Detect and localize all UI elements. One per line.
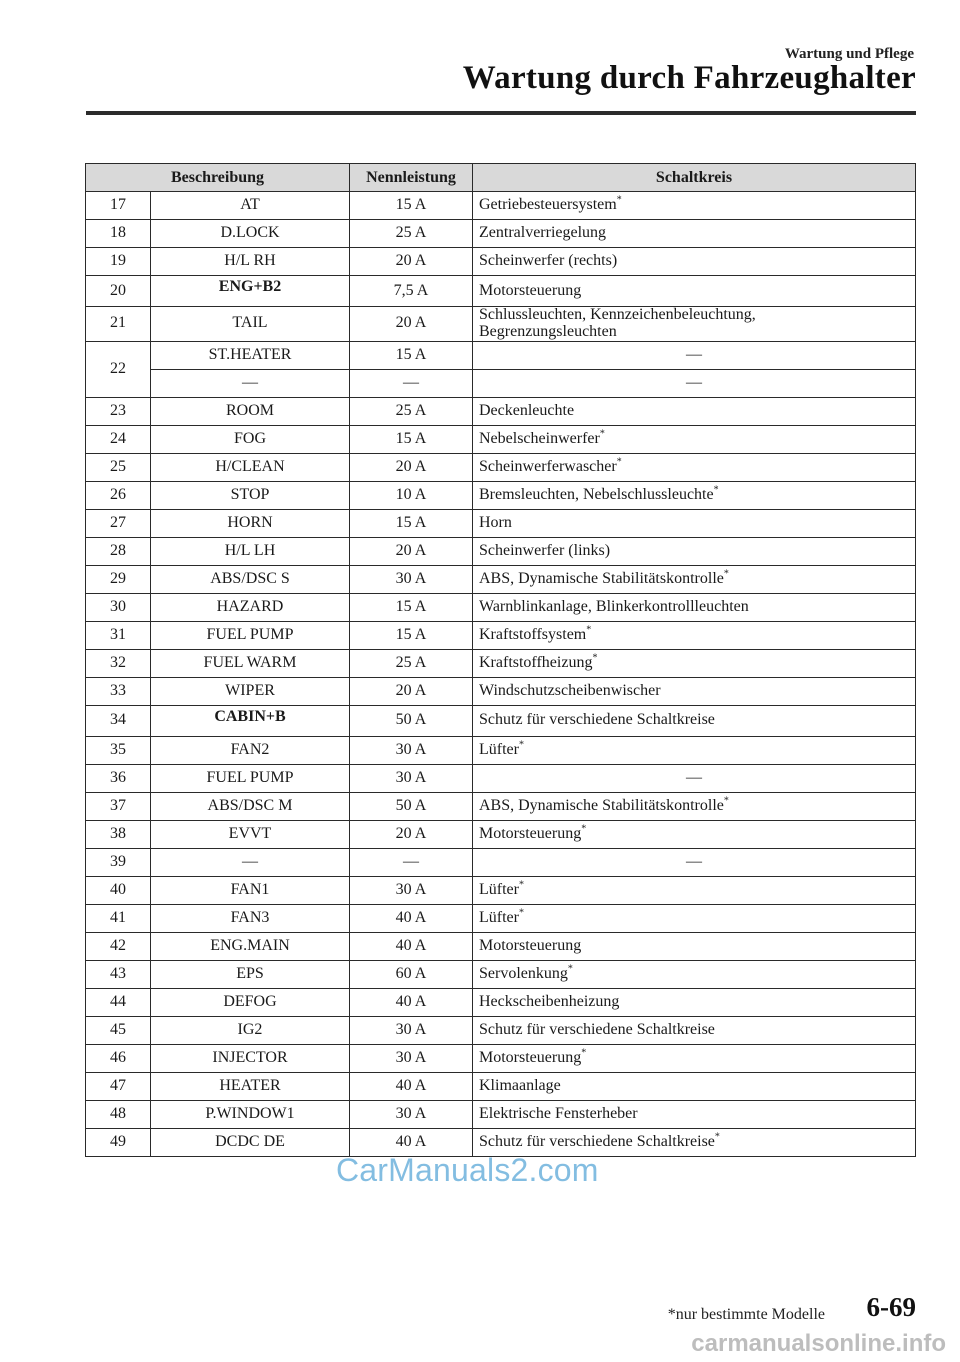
fuse-number: 43 (86, 960, 151, 988)
fuse-number: 42 (86, 932, 151, 960)
fuse-name: ENG+B2 (151, 276, 350, 307)
footnote-mark: * (592, 652, 598, 664)
table-row (86, 649, 916, 677)
fuse-rating: 60 A (350, 960, 473, 988)
circuit-text: Scheinwerfer (links) (479, 541, 611, 559)
fuse-rating: 20 A (350, 677, 473, 705)
fuse-name: ABS/DSC M (151, 792, 350, 820)
circuit-text: ABS, Dynamische Stabilitätskontrolle (479, 569, 724, 587)
fuse-number: 36 (86, 764, 151, 792)
fuse-circuit (473, 876, 916, 904)
fuse-name: — (151, 848, 350, 876)
table-row (86, 848, 916, 876)
circuit-text: Lüfter (479, 740, 519, 758)
fuse-circuit (473, 820, 916, 848)
fuse-circuit (473, 932, 916, 960)
table-row (86, 988, 916, 1016)
fuse-circuit (473, 621, 916, 649)
fuse-circuit (473, 593, 916, 621)
circuit-text: Schutz für verschiedene Schaltkreise (479, 1132, 715, 1150)
fuse-number: 49 (86, 1128, 151, 1156)
table-row (86, 820, 916, 848)
fuse-circuit (473, 960, 916, 988)
footnote-mark: * (518, 879, 524, 891)
footnote-mark: * (567, 963, 573, 975)
circuit-text: Zentralverriegelung (479, 224, 607, 242)
fuse-circuit (473, 705, 916, 736)
table-row (86, 876, 916, 904)
fuse-name: FUEL PUMP (151, 764, 350, 792)
table-row (86, 593, 916, 621)
circuit-text: Deckenleuchte (479, 401, 575, 419)
fuse-rating: 40 A (350, 1128, 473, 1156)
table-row (86, 307, 916, 342)
page-number: 6-69 (866, 1292, 916, 1322)
fuse-rating: 50 A (350, 705, 473, 736)
fuse-number: 35 (86, 736, 151, 764)
fuse-number: 46 (86, 1044, 151, 1072)
fuse-rating: 25 A (350, 397, 473, 425)
fuse-number: 31 (86, 621, 151, 649)
table-row (86, 1044, 916, 1072)
fuse-circuit (473, 792, 916, 820)
circuit-text: Motorsteuerung (479, 824, 582, 842)
circuit-text: Scheinwerfer (rechts) (479, 252, 618, 270)
footnote-mark: * (586, 624, 592, 636)
circuit-text-line2: Begrenzungsleuchten (479, 322, 617, 340)
header-divider (86, 111, 916, 115)
fuse-name: INJECTOR (151, 1044, 350, 1072)
fuse-name: STOP (151, 481, 350, 509)
fuse-name: DCDC DE (151, 1128, 350, 1156)
table-row (86, 192, 916, 220)
fuse-circuit (473, 481, 916, 509)
fuse-rating: 40 A (350, 932, 473, 960)
fuse-rating: 30 A (350, 565, 473, 593)
fuse-rating: 20 A (350, 248, 473, 276)
fuse-circuit (473, 397, 916, 425)
table-row (86, 1100, 916, 1128)
fuse-circuit (473, 565, 916, 593)
fuse-number: 34 (86, 705, 151, 736)
fuse-name: EVVT (151, 820, 350, 848)
footnote-mark: * (723, 568, 729, 580)
fuse-circuit (473, 192, 916, 220)
fuse-number: 38 (86, 820, 151, 848)
fuse-circuit (473, 220, 916, 248)
fuse-name: CABIN+B (151, 705, 350, 736)
circuit-text: Lüfter (479, 880, 519, 898)
table-row (86, 1072, 916, 1100)
table-row (86, 481, 916, 509)
fuse-number: 28 (86, 537, 151, 565)
fuse-number: 45 (86, 1016, 151, 1044)
fuse-circuit (473, 1072, 916, 1100)
table-row (86, 764, 916, 792)
fuse-circuit (473, 736, 916, 764)
fuse-rating: 50 A (350, 792, 473, 820)
fuse-circuit (473, 248, 916, 276)
fuse-name: IG2 (151, 1016, 350, 1044)
circuit-text: Bremsleuchten, Nebelschlussleuchte (479, 485, 714, 503)
fuse-name: H/L LH (151, 537, 350, 565)
circuit-text: ABS, Dynamische Stabilitätskontrolle (479, 796, 724, 814)
table-row (86, 621, 916, 649)
fuse-name: H/CLEAN (151, 453, 350, 481)
fuse-number: 37 (86, 792, 151, 820)
fuse-rating: 20 A (350, 307, 473, 342)
fuse-rating: 30 A (350, 1016, 473, 1044)
circuit-text: — (686, 768, 702, 786)
fuse-rating: 30 A (350, 736, 473, 764)
circuit-text: Horn (479, 513, 512, 531)
fuse-circuit (473, 1100, 916, 1128)
circuit-text: Warnblinkanlage, Blinkerkontrollleuchten (479, 597, 749, 615)
circuit-text: Motorsteuerung (479, 936, 582, 954)
table-row (86, 960, 916, 988)
table-row (86, 705, 916, 736)
circuit-text: Lüfter (479, 908, 519, 926)
fuse-rating: 15 A (350, 192, 473, 220)
section-label: Wartung und Pflege (784, 46, 914, 62)
circuit-text: Kraftstoffheizung (479, 653, 593, 671)
fuse-number: 20 (86, 276, 151, 307)
footnote-mark: * (713, 484, 719, 496)
fuse-name: HAZARD (151, 593, 350, 621)
fuse-rating: 10 A (350, 481, 473, 509)
circuit-text: Scheinwerferwascher (479, 457, 617, 475)
fuse-number: 26 (86, 481, 151, 509)
table-row (86, 537, 916, 565)
fuse-number: 47 (86, 1072, 151, 1100)
fuse-number: 23 (86, 397, 151, 425)
table-row (86, 425, 916, 453)
fuse-name: ST.HEATER (151, 341, 350, 369)
fuse-circuit (473, 1016, 916, 1044)
fuse-rating: 20 A (350, 820, 473, 848)
fuse-circuit (473, 369, 916, 397)
col-header-circuit: Schaltkreis (473, 164, 916, 192)
fuse-name: — (151, 369, 350, 397)
fuse-rating: 40 A (350, 904, 473, 932)
table-header-row (86, 164, 916, 192)
fuse-circuit (473, 904, 916, 932)
circuit-text: Klimaanlage (479, 1076, 561, 1094)
fuse-rating: 30 A (350, 1100, 473, 1128)
col-header-rating: Nennleistung (350, 164, 473, 192)
fuse-name: FUEL WARM (151, 649, 350, 677)
fuse-name: DEFOG (151, 988, 350, 1016)
circuit-text: Motorsteuerung (479, 1048, 582, 1066)
fuse-circuit (473, 988, 916, 1016)
circuit-text: Servolenkung (479, 964, 568, 982)
table-row (86, 453, 916, 481)
footer-watermark: carmanualsonline.info (691, 1330, 946, 1357)
fuse-rating: 40 A (350, 988, 473, 1016)
circuit-text: Schutz für verschiedene Schaltkreise (479, 1020, 715, 1038)
circuit-text: Schutz für verschiedene Schaltkreise (479, 711, 715, 729)
fuse-circuit (473, 1044, 916, 1072)
table-row (86, 932, 916, 960)
footnote-mark: * (581, 1047, 587, 1059)
fuse-number: 17 (86, 192, 151, 220)
table-row (86, 1016, 916, 1044)
circuit-text: Nebelscheinwerfer (479, 429, 600, 447)
fuse-number: 48 (86, 1100, 151, 1128)
fuse-name: AT (151, 192, 350, 220)
fuse-name: TAIL (151, 307, 350, 342)
fuse-circuit (473, 453, 916, 481)
fuse-rating: 7,5 A (350, 276, 473, 307)
circuit-text: Elektrische Fensterheber (479, 1104, 638, 1122)
circuit-text: Getriebesteuersystem (479, 196, 617, 214)
circuit-text: Kraftstoffsystem (479, 625, 587, 643)
fuse-number: 44 (86, 988, 151, 1016)
fuse-name: FUEL PUMP (151, 621, 350, 649)
circuit-text: Windschutzscheibenwischer (479, 681, 661, 699)
fuse-circuit (473, 764, 916, 792)
fuse-rating: 15 A (350, 509, 473, 537)
fuse-number: 33 (86, 677, 151, 705)
fuse-number: 40 (86, 876, 151, 904)
table-row (86, 397, 916, 425)
fuse-rating: 30 A (350, 1044, 473, 1072)
fuse-number: 22 (86, 341, 151, 397)
circuit-text: — (686, 373, 702, 391)
fuse-number: 18 (86, 220, 151, 248)
fuse-number: 24 (86, 425, 151, 453)
fuse-rating: 25 A (350, 649, 473, 677)
fuse-number: 21 (86, 307, 151, 342)
footnote-mark: * (616, 456, 622, 468)
fuse-name: FOG (151, 425, 350, 453)
table-row (86, 904, 916, 932)
footnote-mark: * (714, 1131, 720, 1143)
fuse-number: 39 (86, 848, 151, 876)
circuit-text: Heckscheibenheizung (479, 992, 620, 1010)
fuse-circuit (473, 537, 916, 565)
table-row (86, 220, 916, 248)
fuse-rating: 20 A (350, 537, 473, 565)
fuse-name: ENG.MAIN (151, 932, 350, 960)
fuse-circuit (473, 425, 916, 453)
fuse-name: P.WINDOW1 (151, 1100, 350, 1128)
fuse-number: 32 (86, 649, 151, 677)
table-row (86, 248, 916, 276)
fuse-rating: 15 A (350, 593, 473, 621)
fuse-name: H/L RH (151, 248, 350, 276)
fuse-rating: 40 A (350, 1072, 473, 1100)
fuse-circuit (473, 848, 916, 876)
circuit-text: Schlussleuchten, Kennzeichenbeleuchtung, (479, 306, 756, 323)
fuse-name: WIPER (151, 677, 350, 705)
fuse-rating: 30 A (350, 764, 473, 792)
footnote-mark: * (723, 795, 729, 807)
fuse-number: 25 (86, 453, 151, 481)
fuse-circuit (473, 341, 916, 369)
fuse-name: ABS/DSC S (151, 565, 350, 593)
footnote-mark: * (518, 907, 524, 919)
footnote-mark: * (599, 428, 605, 440)
page-title: Wartung durch Fahrzeughalter (462, 60, 916, 96)
table-row (86, 369, 916, 397)
fuse-rating: 15 A (350, 341, 473, 369)
fuse-rating: — (350, 369, 473, 397)
fuse-circuit (473, 677, 916, 705)
watermark-logo: CarManuals2.com (336, 1152, 599, 1188)
fuse-name: D.LOCK (151, 220, 350, 248)
table-row (86, 677, 916, 705)
fuse-rating: 15 A (350, 425, 473, 453)
fuse-circuit (473, 276, 916, 307)
fuse-rating: — (350, 848, 473, 876)
fuse-table (85, 163, 916, 1157)
fuse-name: ROOM (151, 397, 350, 425)
table-row (86, 341, 916, 369)
fuse-name: FAN2 (151, 736, 350, 764)
circuit-text: Motorsteuerung (479, 281, 582, 299)
fuse-circuit (473, 649, 916, 677)
fuse-rating: 25 A (350, 220, 473, 248)
table-row (86, 792, 916, 820)
fuse-number: 41 (86, 904, 151, 932)
col-header-description: Beschreibung (86, 164, 350, 192)
table-row (86, 736, 916, 764)
footnote-mark: * (581, 823, 587, 835)
table-row (86, 509, 916, 537)
footnote-text: *nur bestimmte Modelle (667, 1306, 825, 1323)
fuse-rating: 20 A (350, 453, 473, 481)
fuse-name: HORN (151, 509, 350, 537)
fuse-name: FAN1 (151, 876, 350, 904)
fuse-rating: 30 A (350, 876, 473, 904)
fuse-circuit (473, 509, 916, 537)
fuse-number: 29 (86, 565, 151, 593)
fuse-rating: 15 A (350, 621, 473, 649)
circuit-text: — (686, 852, 702, 870)
fuse-circuit (473, 307, 916, 342)
circuit-text: — (686, 345, 702, 363)
fuse-name: EPS (151, 960, 350, 988)
table-row (86, 565, 916, 593)
fuse-name: FAN3 (151, 904, 350, 932)
fuse-number: 19 (86, 248, 151, 276)
table-row (86, 276, 916, 307)
footnote-mark: * (518, 739, 524, 751)
fuse-number: 30 (86, 593, 151, 621)
footnote-mark: * (616, 194, 622, 206)
fuse-number: 27 (86, 509, 151, 537)
fuse-name: HEATER (151, 1072, 350, 1100)
